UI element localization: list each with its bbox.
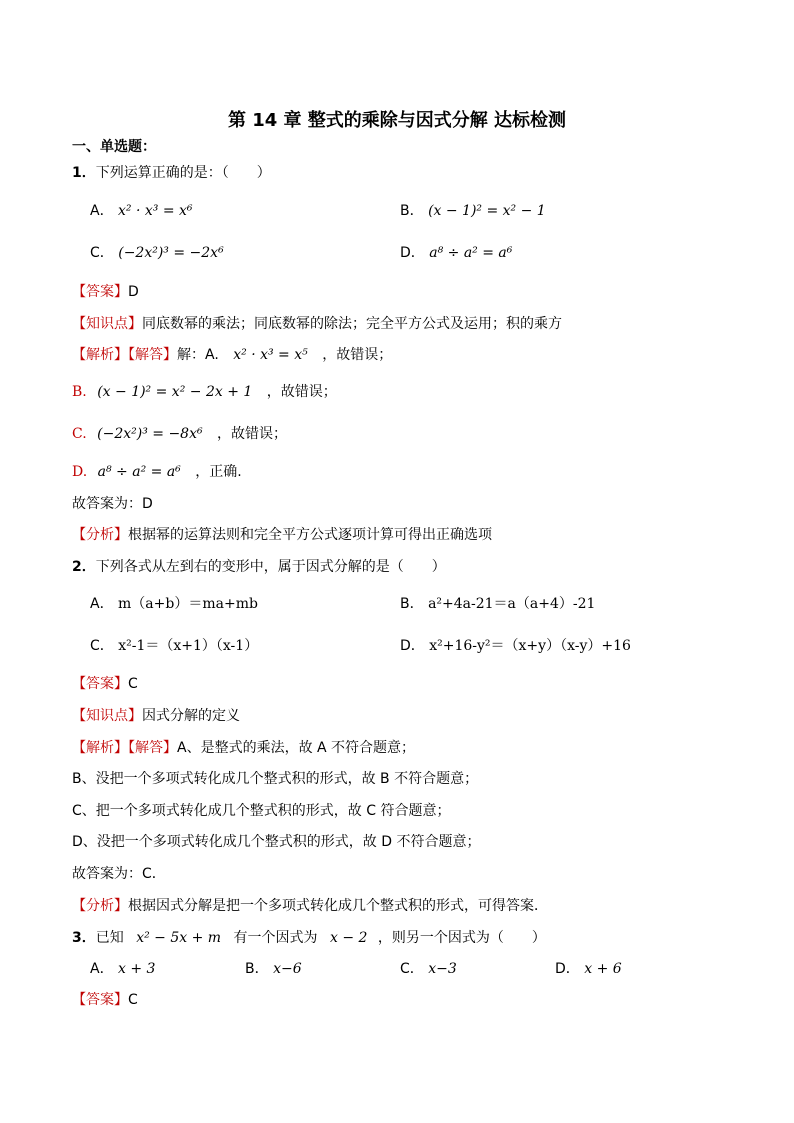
option-b <box>245 959 302 979</box>
option-letter: B． <box>400 596 424 612</box>
option-math: x + 6 <box>584 961 622 977</box>
option-d <box>400 636 631 656</box>
question-text: 有一个因式为 <box>233 930 318 946</box>
analysis-tail: ，故错误； <box>322 347 393 363</box>
option-math: (−2x²)³ = −2x⁶ <box>118 245 224 261</box>
document-title: 第 14 章 整式的乘除与因式分解 达标检测 <box>227 110 567 131</box>
answer-value: C <box>128 676 138 692</box>
option-math: x−3 <box>428 961 457 977</box>
option-text: x²-1＝（x+1）（x-1） <box>118 638 259 654</box>
analysis-line-b <box>72 382 337 402</box>
option-text: m（a+b）＝ma+mb <box>118 596 258 612</box>
option-c <box>90 636 258 656</box>
analysis-tail: ，故错误； <box>266 384 337 400</box>
conclusion-line: 故答案为：D <box>72 496 153 512</box>
question-number: 2． <box>72 559 96 575</box>
question-number: 3． <box>72 930 96 946</box>
analysis-line-a <box>72 345 392 365</box>
fenxi-text: 根据幂的运算法则和完全平方公式逐项计算可得出正确选项 <box>128 527 492 543</box>
option-letter: B． <box>245 961 269 977</box>
analysis-line-a <box>72 738 415 758</box>
option-a <box>90 959 155 979</box>
question-2-stem <box>72 557 446 577</box>
answer-tag: 【答案】 <box>72 676 128 692</box>
option-b <box>400 594 595 614</box>
option-letter: B． <box>400 203 424 219</box>
option-math: a⁸ ÷ a² = a⁶ <box>429 245 513 261</box>
answer-tag: 【答案】 <box>72 284 128 300</box>
option-b <box>400 201 546 221</box>
option-letter: C． <box>400 961 424 977</box>
analysis-label: D. <box>72 464 88 480</box>
analysis-label: B. <box>72 384 87 400</box>
option-c <box>90 243 224 263</box>
analysis-line-c: C、把一个多项式转化成几个整式积的形式，故 C 符合题意； <box>72 803 451 819</box>
option-letter: D． <box>400 638 425 654</box>
analysis-line-d <box>72 462 242 482</box>
option-a <box>90 201 193 221</box>
knowledge-line <box>72 314 562 334</box>
question-1-stem <box>72 163 271 183</box>
option-text: a²+4a-21＝a（a+4）-21 <box>428 596 596 612</box>
answer-tag: 【答案】 <box>72 992 128 1008</box>
knowledge-text: 同底数幂的乘法；同底数幂的除法；完全平方公式及运用；积的乘方 <box>142 316 562 332</box>
analysis-line-c <box>72 424 287 444</box>
question-math: x² − 5x + m <box>136 930 222 946</box>
analysis-math: (x − 1)² = x² − 2x + 1 <box>97 384 253 400</box>
section-heading: 一、单选题： <box>72 139 156 155</box>
answer-line <box>72 990 138 1010</box>
option-d <box>400 243 512 263</box>
option-letter: A． <box>90 203 114 219</box>
fenxi-line <box>72 525 492 545</box>
analysis-line-d: D、没把一个多项式转化成几个整式积的形式，故 D 不符合题意； <box>72 834 481 850</box>
analysis-line-b: B、没把一个多项式转化成几个整式积的形式，故 B 不符合题意； <box>72 771 479 787</box>
answer-value: D <box>128 284 139 300</box>
analysis-math: x² · x³ = x⁵ <box>233 347 308 363</box>
option-text: x²+16-y²＝（x+y）（x-y）+16 <box>429 638 631 654</box>
option-c <box>400 959 457 979</box>
fenxi-line <box>72 896 548 916</box>
question-text: ，则另一个因式为（ ） <box>377 930 546 946</box>
analysis-tail: ，故错误； <box>217 426 288 442</box>
option-math: x−6 <box>273 961 302 977</box>
analysis-math: a⁸ ÷ a² = a⁶ <box>97 464 181 480</box>
analysis-text: A、是整式的乘法，故 A 不符合题意； <box>177 740 416 756</box>
question-3-stem <box>72 928 546 948</box>
option-letter: A． <box>90 961 114 977</box>
answer-line <box>72 282 139 302</box>
question-math: x − 2 <box>329 930 368 946</box>
analysis-tag: 【解析】【解答】 <box>72 347 177 363</box>
conclusion-line: 故答案为：C． <box>72 866 166 882</box>
option-letter: C． <box>90 245 114 261</box>
option-math: x² · x³ = x⁶ <box>118 203 193 219</box>
knowledge-line <box>72 706 240 726</box>
fenxi-text: 根据因式分解是把一个多项式转化成几个整式积的形式，可得答案． <box>128 898 548 914</box>
answer-line <box>72 674 138 694</box>
option-letter: C． <box>90 638 114 654</box>
option-a <box>90 594 258 614</box>
question-text: 下列运算正确的是：（ ） <box>95 165 271 181</box>
option-math: x + 3 <box>118 961 156 977</box>
fenxi-tag: 【分析】 <box>72 527 128 543</box>
knowledge-tag: 【知识点】 <box>72 316 142 332</box>
knowledge-tag: 【知识点】 <box>72 708 142 724</box>
option-letter: D． <box>555 961 580 977</box>
option-letter: A． <box>90 596 114 612</box>
option-math: (x − 1)² = x² − 1 <box>428 203 546 219</box>
option-letter: D． <box>400 245 425 261</box>
analysis-math: (−2x²)³ = −8x⁶ <box>97 426 203 442</box>
fenxi-tag: 【分析】 <box>72 898 128 914</box>
question-text: 已知 <box>95 930 124 946</box>
analysis-tail: ，正确. <box>195 464 242 480</box>
analysis-intro: 解：A. <box>177 347 219 363</box>
option-d <box>555 959 622 979</box>
question-text: 下列各式从左到右的变形中，属于因式分解的是（ ） <box>95 559 446 575</box>
question-number: 1． <box>72 165 96 181</box>
knowledge-text: 因式分解的定义 <box>142 708 240 724</box>
answer-value: C <box>128 992 138 1008</box>
analysis-label: C. <box>72 426 87 442</box>
analysis-tag: 【解析】【解答】 <box>72 740 177 756</box>
